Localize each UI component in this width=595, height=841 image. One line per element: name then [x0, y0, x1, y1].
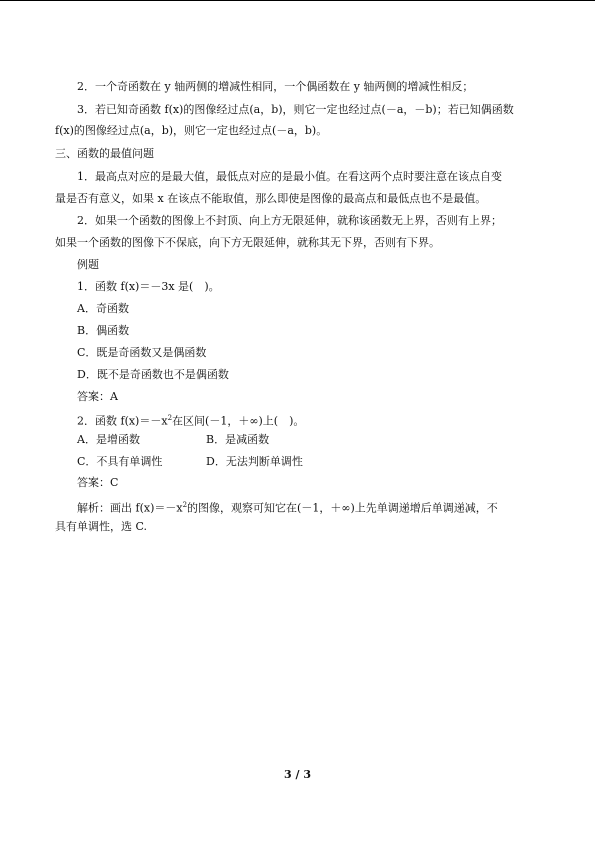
explanation-post: 的图像，观察可知它在(－1，＋∞)上先单调递增后单调递减，不 [187, 501, 498, 515]
exponent: 2 [167, 414, 173, 422]
option-c: C．不具有单调性 [77, 455, 163, 468]
option-a: A．奇函数 [77, 302, 129, 315]
text-line: 量是否有意义，如果 x 在该点不能取值，那么即使是图像的最高点和最低点也不是最值。 [55, 192, 487, 205]
answer-2: 答案：C [77, 476, 119, 489]
text-line: 1．最高点对应的是最大值，最低点对应的是最小值。在看这两个点时要注意在该点自变 [77, 170, 502, 183]
option-d: D．无法判断单调性 [206, 455, 303, 468]
explanation-line-2: 具有单调性，选 C. [55, 520, 148, 533]
text-line: 2．一个奇函数在 y 轴两侧的增减性相同，一个偶函数在 y 轴两侧的增减性相反； [77, 80, 474, 93]
option-c: C．既是奇函数又是偶函数 [77, 346, 207, 359]
option-a: A．是增函数 [77, 433, 140, 446]
option-b: B．是减函数 [206, 433, 270, 446]
explanation-pre: 解析：画出 f(x)＝－x [77, 501, 183, 515]
option-d: D．既不是奇函数也不是偶函数 [77, 368, 229, 381]
answer-1: 答案：A [77, 390, 118, 403]
page-number: 3 / 3 [284, 768, 311, 781]
header-rule [0, 0, 595, 1]
question-1: 1．函数 f(x)＝－3x 是( )。 [77, 280, 220, 293]
option-b: B．偶函数 [77, 324, 130, 337]
section-heading: 三、函数的最值问题 [55, 147, 154, 160]
text-line: 3．若已知奇函数 f(x)的图像经过点(a，b)，则它一定也经过点(－a，－b)；若已知偶函数 [77, 103, 514, 116]
question-2-post: 在区间(－1，＋∞)上( )。 [172, 414, 305, 428]
text-line: f(x)的图像经过点(a，b)，则它一定也经过点(－a，b)。 [55, 124, 328, 137]
question-2 [77, 411, 304, 429]
question-2-pre: 2．函数 f(x)＝－x [77, 414, 168, 428]
exponent: 2 [182, 501, 188, 509]
text-line: 如果一个函数的图像下不保底，向下方无限延伸，就称其无下界，否则有下界。 [55, 236, 440, 249]
example-heading: 例题 [77, 258, 99, 271]
text-line: 2．如果一个函数的图像上不封顶、向上方无限延伸，就称该函数无上界，否则有上界； [77, 214, 502, 227]
explanation [77, 498, 498, 516]
